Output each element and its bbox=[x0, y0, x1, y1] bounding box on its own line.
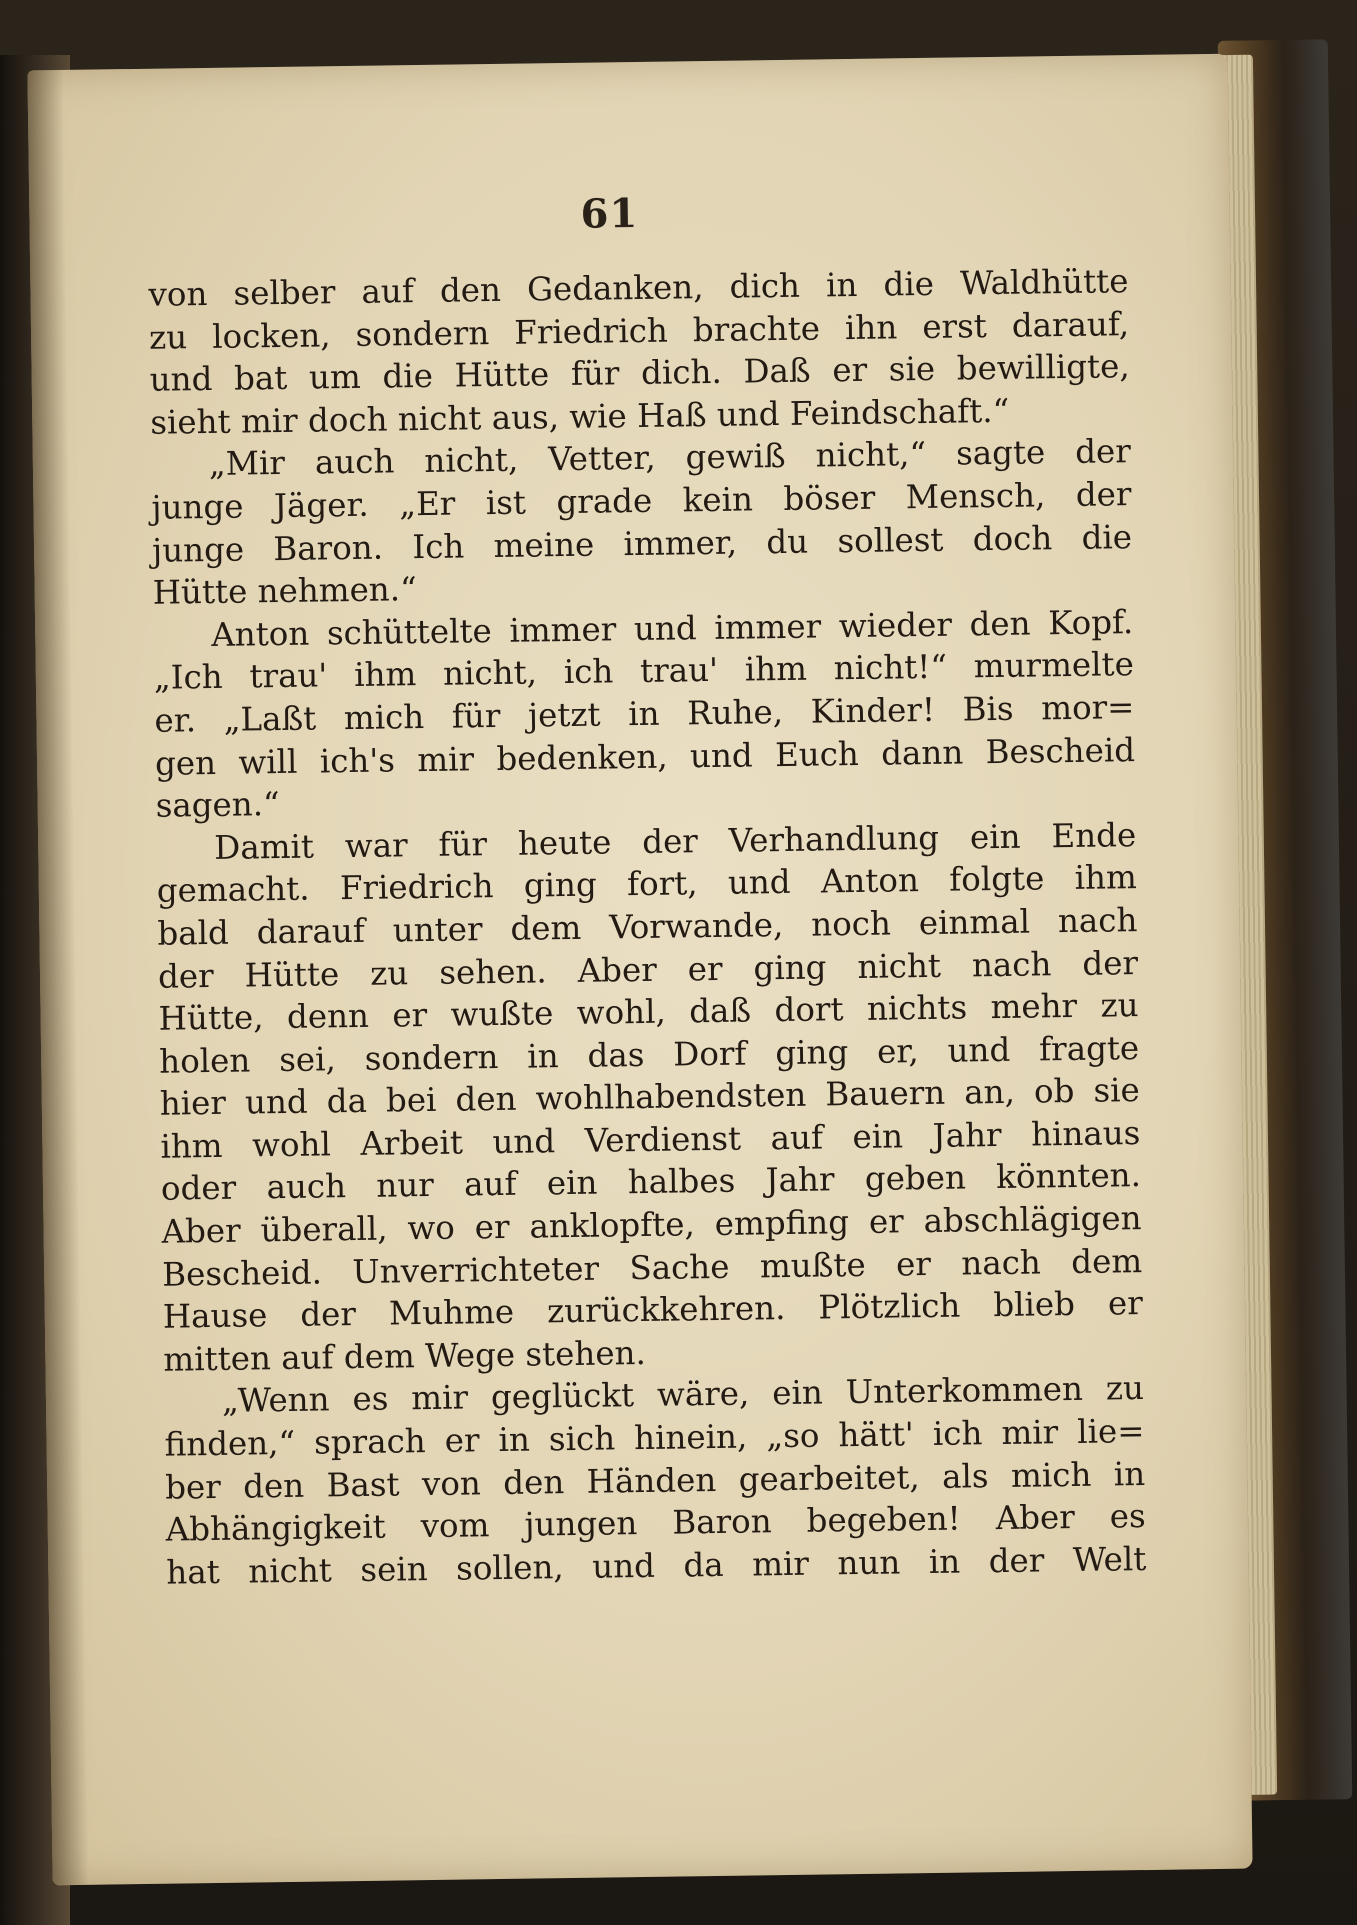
text-line: gemacht. Friedrich ging fort, und Anton folgte ihm bbox=[156, 858, 1138, 911]
text-line: von selber auf den Gedanken, dich in die Waldhütte bbox=[148, 262, 1129, 314]
text-line: oder auch nur auf ein halbes Jahr geben könnten. bbox=[160, 1156, 1142, 1209]
text-line: gen will ich's mir bedenken, und Euch dann Bescheid bbox=[154, 730, 1136, 783]
text-line: der Hütte zu sehen. Aber er ging nicht nach der bbox=[157, 943, 1139, 996]
text-line: mitten auf dem Wege stehen. bbox=[163, 1333, 647, 1379]
text-line: er. „Laßt mich für jetzt in Ruhe, Kinder! Bis mor= bbox=[154, 688, 1135, 740]
text-line: „Wenn es mir geglückt wäre, ein Unterkommen zu bbox=[221, 1369, 1145, 1421]
text-line: Abhängigkeit vom jungen Baron begeben! Aber es bbox=[165, 1497, 1146, 1549]
text-line: „Mir auch nicht, Vetter, gewiß nicht,“ sagte der bbox=[208, 432, 1132, 484]
text-line: finden,“ sprach er in sich hinein, „so hätt' ich mir lie= bbox=[164, 1412, 1145, 1464]
text-line: zu locken, sondern Friedrich brachte ihn erst darauf, bbox=[148, 304, 1130, 357]
text-line: Hütte, denn er wußte wohl, daß dort nichts mehr zu bbox=[158, 986, 1139, 1038]
text-line: ber den Bast von den Händen gearbeitet, als mich in bbox=[164, 1454, 1146, 1507]
text-line: sieht mir doch nicht aus, wie Haß und Feindschaft.“ bbox=[150, 391, 1010, 442]
text-line: holen sei, sondern in das Dorf ging er, und fragte bbox=[158, 1028, 1140, 1081]
text-line: hat nicht sein sollen, und da mir nun in der Welt bbox=[166, 1539, 1147, 1592]
page-number: 61 bbox=[580, 189, 639, 238]
text-line: Hütte nehmen.“ bbox=[152, 570, 417, 612]
text-line: bald darauf unter dem Vorwande, noch einmal nach bbox=[157, 900, 1138, 953]
text-line: Anton schüttelte immer und immer wieder den Kopf. bbox=[211, 602, 1134, 654]
text-line: Damit war für heute der Verhandlung ein Ende bbox=[213, 815, 1137, 867]
text-line: und bat um die Hütte für dich. Daß er sie bewilligte, bbox=[149, 347, 1130, 399]
text-line: Hause der Muhme zurückkehren. Plötzlich blieb er bbox=[162, 1284, 1143, 1336]
text-line: Bescheid. Unverrichteter Sache mußte er nach dem bbox=[161, 1241, 1143, 1294]
page-body-text bbox=[148, 260, 1146, 1594]
text-line: Aber überall, wo er anklopfte, empfing er abschlägigen bbox=[161, 1199, 1142, 1251]
text-line: hier und da bei den wohlhabendsten Bauern an, ob sie bbox=[159, 1071, 1141, 1123]
text-line: junge Jäger. „Er ist grade kein böser Mensch, der bbox=[151, 475, 1132, 527]
text-line: junge Baron. Ich meine immer, du sollest doch die bbox=[151, 517, 1133, 570]
text-line: sagen.“ bbox=[155, 785, 280, 825]
book-page bbox=[27, 54, 1252, 1886]
text-line: ihm wohl Arbeit und Verdienst auf ein Jahr hinaus bbox=[160, 1113, 1141, 1166]
text-line: „Ich trau' ihm nicht, ich trau' ihm nicht!“ murmelte bbox=[153, 645, 1135, 698]
